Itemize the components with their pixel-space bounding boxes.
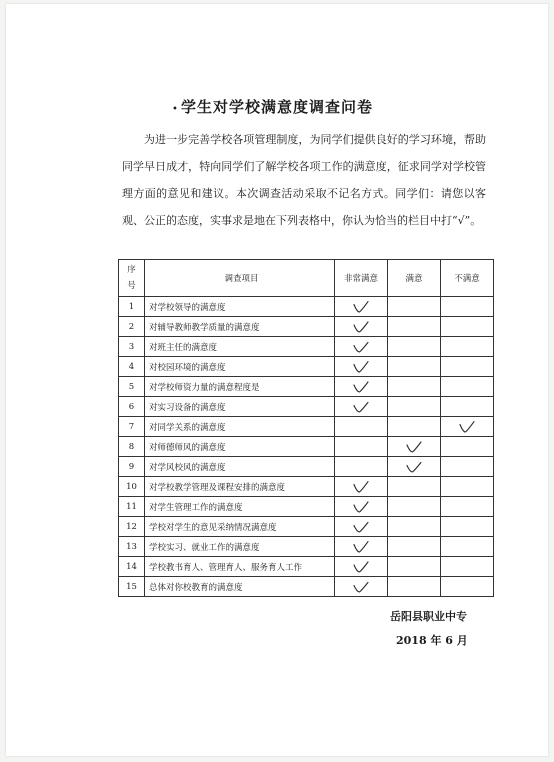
row-number: 8 bbox=[119, 437, 145, 457]
cell-unsatisfied[interactable] bbox=[441, 577, 494, 597]
cell-unsatisfied[interactable] bbox=[441, 357, 494, 377]
row-number: 7 bbox=[119, 417, 145, 437]
row-item: 对学校领导的满意度 bbox=[145, 297, 335, 317]
row-item: 对师德师风的满意度 bbox=[145, 437, 335, 457]
cell-very[interactable] bbox=[335, 377, 388, 397]
cell-unsatisfied[interactable] bbox=[441, 497, 494, 517]
cell-very[interactable] bbox=[335, 537, 388, 557]
school-signature: 岳阳县职业中专 bbox=[390, 610, 467, 623]
cell-unsatisfied[interactable] bbox=[441, 397, 494, 417]
row-item: 对实习设备的满意度 bbox=[145, 397, 335, 417]
table-row bbox=[119, 477, 494, 497]
row-number: 14 bbox=[119, 557, 145, 577]
intro-text: 为进一步完善学校各项管理制度，为同学们提供良好的学习环境，帮助同学早日成才，特向同学们了解学校各项工作的满意度，征求同学对学校管理方面的意见和建议。本次调查活动采取不记名方式。同学们：请您以客观、公正的态度，实事求是地在下列表格中，你认为恰当的栏目中打“√”。 bbox=[122, 133, 486, 227]
document-title: 学生对学校满意度调查问卷 bbox=[180, 98, 373, 116]
row-number: 6 bbox=[119, 397, 145, 417]
checkmark-icon bbox=[353, 301, 369, 313]
cell-unsatisfied[interactable] bbox=[441, 457, 494, 477]
checkmark-icon bbox=[459, 421, 475, 433]
row-item: 对辅导教师教学质量的满意度 bbox=[145, 317, 335, 337]
cell-satisfied[interactable] bbox=[388, 337, 441, 357]
cell-very[interactable] bbox=[335, 517, 388, 537]
cell-satisfied[interactable] bbox=[388, 397, 441, 417]
cell-satisfied[interactable] bbox=[388, 557, 441, 577]
survey-table bbox=[118, 259, 494, 597]
cell-satisfied[interactable] bbox=[388, 457, 441, 477]
row-item: 对同学关系的满意度 bbox=[145, 417, 335, 437]
table-row bbox=[119, 317, 494, 337]
row-item: 总体对你校教育的满意度 bbox=[145, 577, 335, 597]
table-row bbox=[119, 377, 494, 397]
cell-unsatisfied[interactable] bbox=[441, 337, 494, 357]
table-row bbox=[119, 337, 494, 357]
row-item: 学校对学生的意见采纳情况满意度 bbox=[145, 517, 335, 537]
cell-very[interactable] bbox=[335, 557, 388, 577]
cell-satisfied[interactable] bbox=[388, 497, 441, 517]
checkmark-icon bbox=[353, 321, 369, 333]
row-item: 对校园环境的满意度 bbox=[145, 357, 335, 377]
survey-body bbox=[119, 297, 494, 597]
checkmark-icon bbox=[353, 501, 369, 513]
header-seq bbox=[119, 260, 145, 297]
header-seq-label: 序号 bbox=[127, 265, 136, 291]
cell-satisfied[interactable] bbox=[388, 297, 441, 317]
row-item: 对学生管理工作的满意度 bbox=[145, 497, 335, 517]
checkmark-icon bbox=[353, 521, 369, 533]
cell-unsatisfied[interactable] bbox=[441, 437, 494, 457]
stray-dot: • bbox=[172, 104, 178, 115]
cell-very[interactable] bbox=[335, 397, 388, 417]
row-number: 13 bbox=[119, 537, 145, 557]
header-unsatisfied: 不满意 bbox=[441, 260, 494, 297]
row-number: 9 bbox=[119, 457, 145, 477]
intro-paragraph bbox=[122, 126, 486, 234]
checkmark-icon bbox=[353, 481, 369, 493]
cell-very[interactable] bbox=[335, 477, 388, 497]
cell-satisfied[interactable] bbox=[388, 477, 441, 497]
table-row bbox=[119, 537, 494, 557]
table-row bbox=[119, 417, 494, 437]
cell-unsatisfied[interactable] bbox=[441, 477, 494, 497]
header-very-satisfied: 非常满意 bbox=[335, 260, 388, 297]
cell-satisfied[interactable] bbox=[388, 377, 441, 397]
row-item: 学校实习、就业工作的满意度 bbox=[145, 537, 335, 557]
cell-very[interactable] bbox=[335, 577, 388, 597]
cell-unsatisfied[interactable] bbox=[441, 537, 494, 557]
cell-unsatisfied[interactable] bbox=[441, 517, 494, 537]
checkmark-icon bbox=[406, 441, 422, 453]
table-row bbox=[119, 557, 494, 577]
row-number: 5 bbox=[119, 377, 145, 397]
cell-satisfied[interactable] bbox=[388, 437, 441, 457]
checkmark-icon bbox=[406, 461, 422, 473]
cell-very[interactable] bbox=[335, 437, 388, 457]
cell-very[interactable] bbox=[335, 357, 388, 377]
cell-unsatisfied[interactable] bbox=[441, 377, 494, 397]
table-row bbox=[119, 577, 494, 597]
checkmark-icon bbox=[353, 381, 369, 393]
row-item: 对学校教学管理及课程安排的满意度 bbox=[145, 477, 335, 497]
row-number: 3 bbox=[119, 337, 145, 357]
table-row bbox=[119, 357, 494, 377]
cell-satisfied[interactable] bbox=[388, 317, 441, 337]
row-number: 12 bbox=[119, 517, 145, 537]
row-number: 2 bbox=[119, 317, 145, 337]
row-number: 4 bbox=[119, 357, 145, 377]
table-row bbox=[119, 497, 494, 517]
document-date: 2018 年 6 月 bbox=[396, 634, 468, 647]
table-row bbox=[119, 437, 494, 457]
row-number: 1 bbox=[119, 297, 145, 317]
cell-unsatisfied[interactable] bbox=[441, 557, 494, 577]
cell-satisfied[interactable] bbox=[388, 417, 441, 437]
cell-unsatisfied[interactable] bbox=[441, 317, 494, 337]
header-item: 调查项目 bbox=[145, 260, 335, 297]
row-item: 学校教书育人、管理育人、服务育人工作 bbox=[145, 557, 335, 577]
cell-satisfied[interactable] bbox=[388, 357, 441, 377]
table-row bbox=[119, 297, 494, 317]
cell-unsatisfied[interactable] bbox=[441, 417, 494, 437]
header-satisfied: 满意 bbox=[388, 260, 441, 297]
table-header-row bbox=[119, 260, 494, 297]
row-item: 对学校师资力量的满意程度是 bbox=[145, 377, 335, 397]
cell-very[interactable] bbox=[335, 457, 388, 477]
cell-satisfied[interactable] bbox=[388, 517, 441, 537]
table-row bbox=[119, 517, 494, 537]
cell-very[interactable] bbox=[335, 297, 388, 317]
table-row bbox=[119, 457, 494, 477]
cell-very[interactable] bbox=[335, 497, 388, 517]
row-number: 11 bbox=[119, 497, 145, 517]
checkmark-icon bbox=[353, 581, 369, 593]
cell-very[interactable] bbox=[335, 417, 388, 437]
row-number: 10 bbox=[119, 477, 145, 497]
cell-satisfied[interactable] bbox=[388, 577, 441, 597]
row-item: 对班主任的满意度 bbox=[145, 337, 335, 357]
checkmark-icon bbox=[353, 361, 369, 373]
table-row bbox=[119, 397, 494, 417]
checkmark-icon bbox=[353, 401, 369, 413]
cell-unsatisfied[interactable] bbox=[441, 297, 494, 317]
checkmark-icon bbox=[353, 341, 369, 353]
checkmark-icon bbox=[353, 541, 369, 553]
row-item: 对学风校风的满意度 bbox=[145, 457, 335, 477]
cell-very[interactable] bbox=[335, 337, 388, 357]
cell-satisfied[interactable] bbox=[388, 537, 441, 557]
row-number: 15 bbox=[119, 577, 145, 597]
checkmark-icon bbox=[353, 561, 369, 573]
cell-very[interactable] bbox=[335, 317, 388, 337]
